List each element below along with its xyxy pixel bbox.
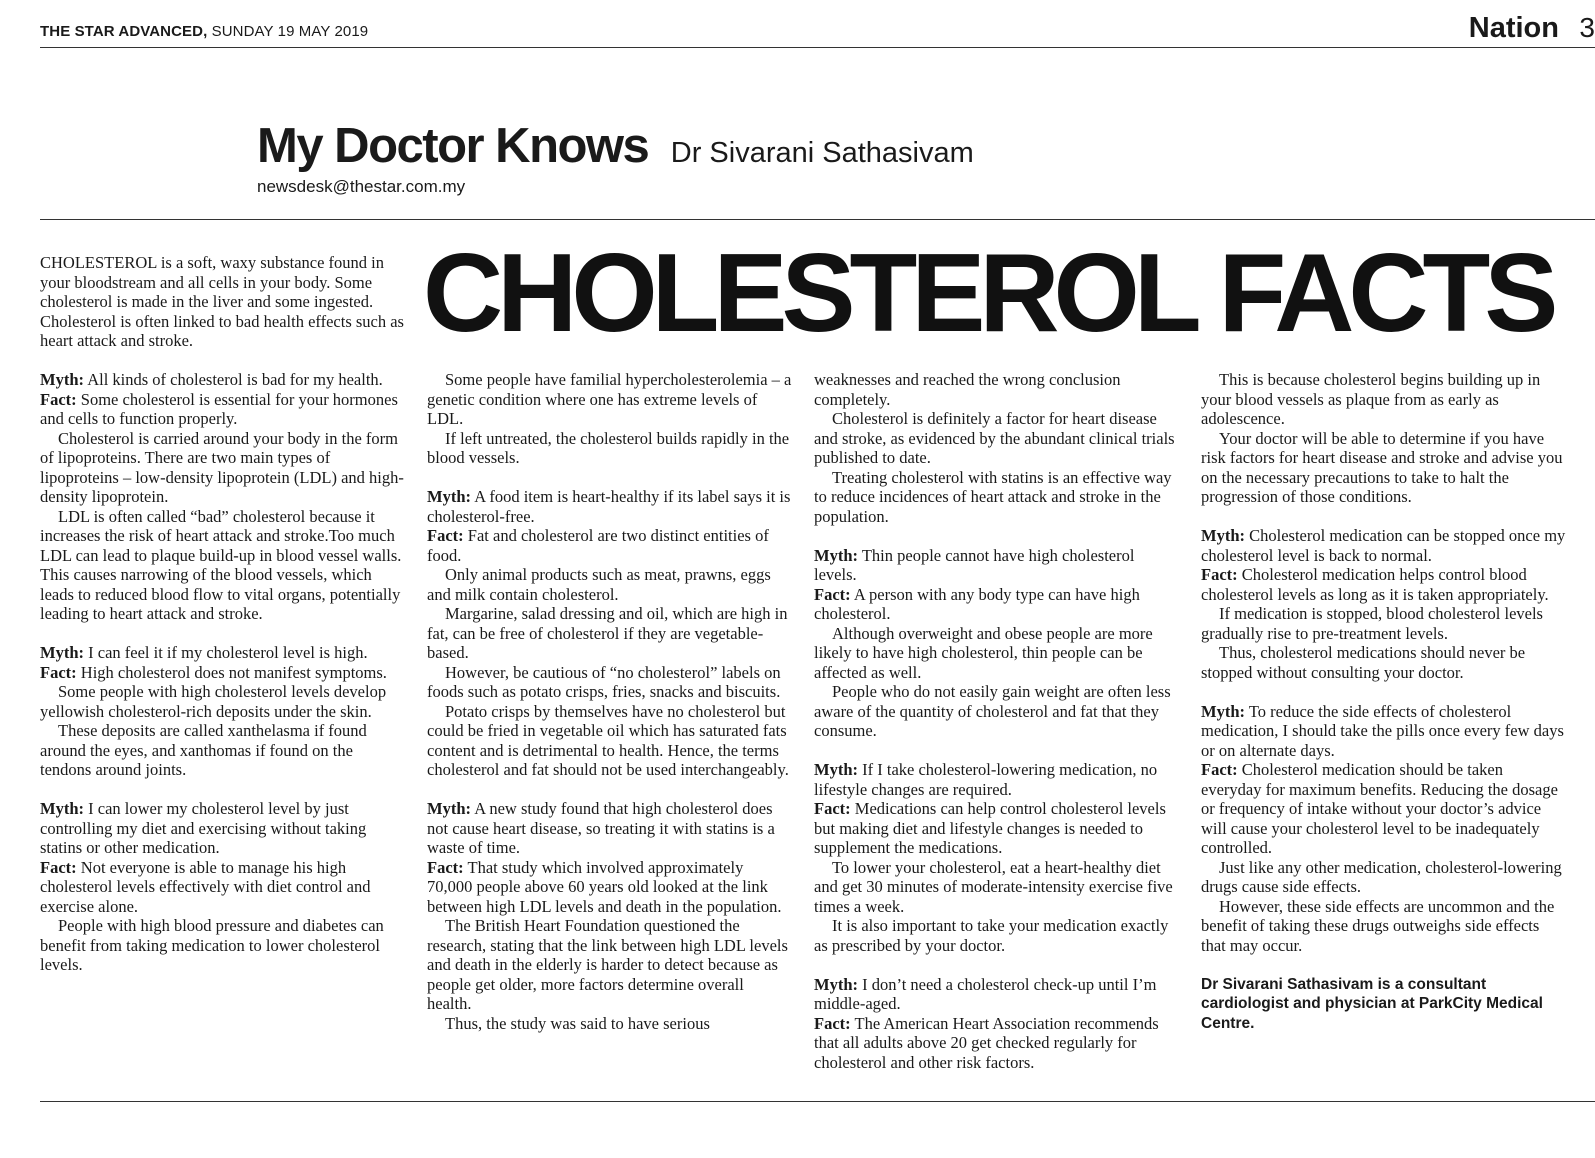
fact-item: Fact: Cholesterol medication helps control blood cholesterol levels as long as it is taken appropriately.	[1201, 565, 1549, 604]
issue-date: SUNDAY 19 MAY 2019	[211, 23, 369, 40]
article-column-3	[814, 370, 1179, 1072]
intro-paragraph: CHOLESTEROL is a soft, waxy substance found in your bloodstream and all cells in your body. Some cholesterol is made in the liver and some ingested. Cholesterol is often linked to bad health effects such as heart attack and stroke.	[40, 253, 404, 350]
fact-item: Fact: A person with any body type can have high cholesterol.	[814, 584, 1140, 623]
section-name: Nation	[1468, 12, 1559, 44]
page-number: 3	[1579, 12, 1595, 43]
body-paragraph: Your doctor will be able to determine if you have risk factors for heart disease and stroke and advise you on the necessary precautions to take to halt the progression of those conditions.	[1201, 428, 1563, 506]
myth-item: Myth: A new study found that high cholesterol does not cause heart disease, so treating it with statins is a waste of time.	[427, 799, 775, 857]
body-paragraph: The British Heart Foundation questioned the research, stating that the link between high LDL levels and death in the elderly is harder to detect because as people get older, more factors determine overall health.	[427, 916, 788, 1013]
body-paragraph: This is because cholesterol begins building up in your blood vessels as plaque from as early as adolescence.	[1201, 370, 1541, 428]
body-paragraph: Thus, the study was said to have serious	[445, 1013, 710, 1033]
myth-item: Myth: Cholesterol medication can be stopped once my cholesterol level is back to normal.	[1201, 526, 1566, 565]
body-paragraph: Although overweight and obese people are more likely to have high cholesterol, thin people can be affected as well.	[814, 623, 1153, 682]
body-paragraph: Some people have familial hypercholesterolemia – a genetic condition where one has extreme levels of LDL.	[427, 370, 792, 428]
body-paragraph: If medication is stopped, blood cholesterol levels gradually rise to pre-treatment levels.	[1201, 604, 1543, 643]
myth-item: Myth: I can feel it if my cholesterol level is high.	[40, 643, 368, 662]
body-paragraph: People who do not easily gain weight are often less aware of the quantity of cholesterol and fat that they consume.	[814, 682, 1171, 740]
body-paragraph: LDL is often called “bad” cholesterol because it increases the risk of heart attack and stroke.Too much LDL can lead to plaque build-up in blood vessel walls. This causes narrowing of the blood vessels, which leads to reduced blood flow to vital organs, potentially leading to heart attack and stroke.	[40, 506, 402, 623]
article-headline: CHOLESTEROL FACTS	[423, 231, 1553, 355]
paper-name: THE STAR ADVANCED,	[40, 23, 208, 40]
column-header	[257, 118, 974, 174]
myth-item: Myth: I don’t need a cholesterol check-up until I’m middle-aged.	[814, 974, 1157, 1013]
author-bio: Dr Sivarani Sathasivam is a consultant cardiologist and physician at ParkCity Medical Centre.	[1201, 975, 1543, 1032]
fact-item: Fact: That study which involved approximately 70,000 people above 60 years old looked at the link between high LDL levels and death in the population.	[427, 857, 782, 916]
fact-item: Fact: Fat and cholesterol are two distinct entities of food.	[427, 526, 769, 565]
fact-item: Fact: The American Heart Association recommends that all adults above 20 get checked regularly for cholesterol and other risk factors.	[814, 1013, 1159, 1072]
body-paragraph: To lower your cholesterol, eat a heart-healthy diet and get 30 minutes of moderate-intensity exercise five times a week.	[814, 857, 1173, 916]
masthead-dateline	[40, 23, 368, 40]
body-paragraph: Only animal products such as meat, prawns, eggs and milk contain cholesterol.	[427, 565, 771, 604]
article-column-4	[1201, 370, 1566, 1033]
page-section-header	[1469, 12, 1595, 45]
myth-item: Myth: I can lower my cholesterol level by just controlling my diet and exercising without taking statins or other medication.	[40, 799, 367, 857]
column-author: Dr Sivarani Sathasivam	[670, 137, 974, 169]
myth-item: Myth: If I take cholesterol-lowering medication, no lifestyle changes are required.	[814, 760, 1158, 799]
article-column-1	[40, 253, 405, 975]
fact-item: Fact: Medications can help control cholesterol levels but making diet and lifestyle changes is needed to supplement the medications.	[814, 799, 1166, 857]
fact-item: Fact: Not everyone is able to manage his high cholesterol levels effectively with diet control and exercise alone.	[40, 857, 371, 916]
body-paragraph: Just like any other medication, cholesterol-lowering drugs cause side effects.	[1201, 857, 1562, 896]
body-paragraph: Cholesterol is definitely a factor for heart disease and stroke, as evidenced by the abundant clinical trials published to date.	[814, 409, 1175, 467]
body-paragraph: If left untreated, the cholesterol builds rapidly in the blood vessels.	[427, 428, 790, 467]
body-paragraph: However, be cautious of “no cholesterol” labels on foods such as potato crisps, fries, snacks and biscuits.	[427, 662, 781, 701]
author-email: newsdesk@thestar.com.my	[257, 177, 466, 196]
body-paragraph: Some people with high cholesterol levels develop yellowish cholesterol-rich deposits under the skin.	[40, 682, 387, 721]
body-paragraph: Treating cholesterol with statins is an effective way to reduce incidences of heart attack and stroke in the population.	[814, 467, 1172, 526]
article-column-2	[427, 370, 792, 1033]
body-paragraph: Cholesterol is carried around your body in the form of lipoproteins. There are two main types of lipoproteins – low-density lipoprotein (LDL) and high-density lipoprotein.	[40, 428, 404, 506]
body-paragraph: Margarine, salad dressing and oil, which are high in fat, can be free of cholesterol if they are vegetable-based.	[427, 604, 788, 662]
body-paragraph: Thus, cholesterol medications should never be stopped without consulting your doctor.	[1201, 643, 1526, 682]
myth-item: Myth: All kinds of cholesterol is bad for my health.	[40, 370, 383, 389]
myth-item: Myth: To reduce the side effects of cholesterol medication, I should take the pills once every few days or on alternate days.	[1201, 701, 1564, 760]
body-paragraph: People with high blood pressure and diabetes can benefit from taking medication to lower cholesterol levels.	[40, 916, 384, 974]
myth-item: Myth: A food item is heart-healthy if its label says it is cholesterol-free.	[427, 487, 791, 526]
body-paragraph: Potato crisps by themselves have no cholesterol but could be fried in vegetable oil which has saturated fats content and is detrimental to health. Hence, the terms cholesterol and fat should not be used interchangeably.	[427, 701, 789, 779]
myth-item: Myth: Thin people cannot have high cholesterol levels.	[814, 545, 1135, 584]
body-paragraph: weaknesses and reached the wrong conclusion completely.	[814, 370, 1121, 409]
fact-item: Fact: High cholesterol does not manifest symptoms.	[40, 662, 387, 682]
body-paragraph: However, these side effects are uncommon and the benefit of taking these drugs outweighs side effects that may occur.	[1201, 896, 1555, 955]
body-paragraph: It is also important to take your medication exactly as prescribed by your doctor.	[814, 916, 1169, 955]
header-rule	[40, 219, 1595, 220]
body-paragraph: These deposits are called xanthelasma if found around the eyes, and xanthomas if found on the tendons around joints.	[40, 721, 367, 779]
fact-item: Fact: Cholesterol medication should be taken everyday for maximum benefits. Reducing the dosage or frequency of intake without your doctor’s advice will cause your cholesterol level to be inadequately controlled.	[1201, 760, 1558, 857]
top-rule	[40, 47, 1595, 48]
fact-item: Fact: Some cholesterol is essential for your hormones and cells to function properly.	[40, 389, 398, 428]
column-title: My Doctor Knows	[257, 119, 649, 173]
bottom-rule	[40, 1101, 1595, 1102]
